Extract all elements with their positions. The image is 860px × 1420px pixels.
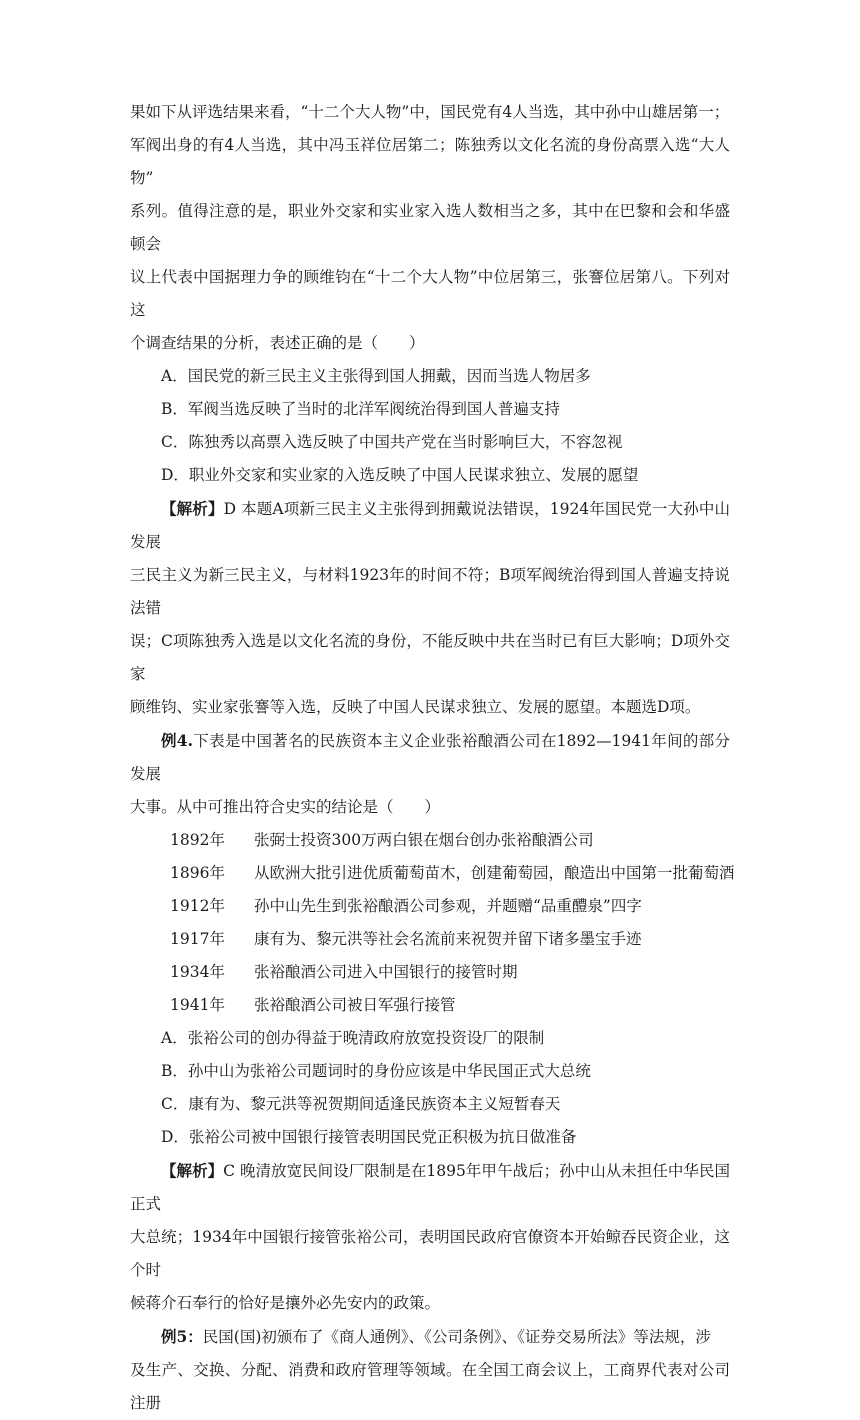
table-event: 张弼士投资300万两白银在烟台创办张裕酿酒公司	[254, 831, 594, 849]
table-event: 康有为、黎元洪等社会名流前来祝贺并留下诸多墨宝手迹	[254, 930, 642, 948]
table-year: 1934年	[170, 963, 225, 981]
q3-analysis-text: D 本题A项新三民主义主张得到拥戴说法错误，1924年国民党一大孙中山发展	[130, 500, 730, 551]
table-event: 张裕酿酒公司进入中国银行的接管时期	[254, 963, 518, 981]
table-year: 1896年	[170, 864, 225, 882]
q3-stem-line: 议上代表中国据理力争的顾维钧在“十二个大人物”中位居第三，张謇位居第八。下列对这	[130, 268, 730, 319]
table-event: 从欧洲大批引进优质葡萄苗木，创建葡萄园，酿造出中国第一批葡萄酒	[254, 864, 735, 882]
table-event: 张裕酿酒公司被日军强行接管	[254, 996, 456, 1014]
q5-label: 例5：	[161, 1327, 203, 1346]
table-row	[170, 989, 730, 1022]
q4-analysis-line: 大总统；1934年中国银行接管张裕公司，表明国民政府官僚资本开始鲸吞民资企业，这个时	[130, 1228, 730, 1279]
q4-stem-line: 大事。从中可推出符合史实的结论是（ ）	[130, 798, 441, 816]
q3-option-a: A．国民党的新三民主义主张得到国人拥戴，因而当选人物居多	[161, 367, 591, 385]
q4-option-c: C．康有为、黎元洪等祝贺期间适逢民族资本主义短暂春天	[161, 1095, 561, 1113]
table-year: 1912年	[170, 897, 225, 915]
q3-analysis-line: 误；C项陈独秀入选是以文化名流的身份，不能反映中共在当时已有巨大影响；D项外交家	[130, 632, 730, 683]
q3-stem-line: 果如下从评选结果来看，“十二个大人物”中，国民党有4人当选，其中孙中山雄居第一；	[130, 103, 730, 121]
table-year: 1941年	[170, 996, 225, 1014]
q3-analysis-line	[130, 492, 730, 559]
q3-option-d: D．职业外交家和实业家的入选反映了中国人民谋求独立、发展的愿望	[161, 466, 639, 484]
table-row	[170, 923, 730, 956]
table-row	[170, 956, 730, 989]
q4-label: 例4.	[161, 731, 193, 750]
table-row	[170, 890, 730, 923]
table-event: 孙中山先生到张裕酿酒公司参观，并题赠“品重醴泉”四字	[254, 897, 642, 915]
q3-analysis-label: 【解析】	[161, 499, 224, 518]
document-body	[130, 96, 735, 1420]
table-row	[170, 857, 735, 890]
q4-analysis-label: 【解析】	[161, 1161, 224, 1180]
q4-analysis-line	[130, 1154, 730, 1221]
q5-stem-line: 及生产、交换、分配、消费和政府管理等领域。在全国工商会议上，工商界代表对公司注册	[130, 1361, 730, 1412]
table-row	[170, 824, 730, 857]
q3-analysis-line: 三民主义为新三民主义，与材料1923年的时间不符；B项军阀统治得到国人普遍支持说法错	[130, 566, 730, 617]
q3-option-c: C．陈独秀以高票入选反映了中国共产党在当时影响巨大，不容忽视	[161, 433, 623, 451]
q3-stem-line: 系列。值得注意的是，职业外交家和实业家入选人数相当之多，其中在巴黎和会和华盛顿会	[130, 202, 730, 253]
q3-option-b: B．军阀当选反映了当时的北洋军阀统治得到国人普遍支持	[161, 400, 560, 418]
q4-analysis-text: C 晚清放宽民间设厂限制是在1895年甲午战后；孙中山从未担任中华民国正式	[130, 1162, 730, 1213]
q3-analysis-line: 顾维钧、实业家张謇等入选，反映了中国人民谋求独立、发展的愿望。本题选D项。	[130, 698, 701, 716]
q4-stem-text: 下表是中国著名的民族资本主义企业张裕酿酒公司在1892—1941年间的部分发展	[130, 732, 730, 783]
q5-stem-text: 民国(国)初颁布了《商人通例》、《公司条例》、《证券交易所法》等法规，涉	[202, 1328, 711, 1346]
q4-events-table	[170, 824, 735, 1022]
table-year: 1892年	[170, 831, 225, 849]
q3-stem-line: 军阀出身的有4人当选，其中冯玉祥位居第二；陈独秀以文化名流的身份高票入选“大人物”	[130, 136, 730, 187]
q4-option-d: D．张裕公司被中国银行接管表明国民党正积极为抗日做准备	[161, 1128, 577, 1146]
q4-option-b: B．孙中山为张裕公司题词时的身份应该是中华民国正式大总统	[161, 1062, 591, 1080]
q3-stem-line: 个调查结果的分析，表述正确的是（ ）	[130, 334, 425, 352]
q4-option-a: A．张裕公司的创办得益于晚清政府放宽投资设厂的限制	[161, 1029, 545, 1047]
q5-stem-line	[130, 1320, 730, 1354]
table-year: 1917年	[170, 930, 225, 948]
q4-analysis-line: 候蒋介石奉行的恰好是攘外必先安内的政策。	[130, 1294, 441, 1312]
q4-stem-line	[130, 724, 730, 791]
